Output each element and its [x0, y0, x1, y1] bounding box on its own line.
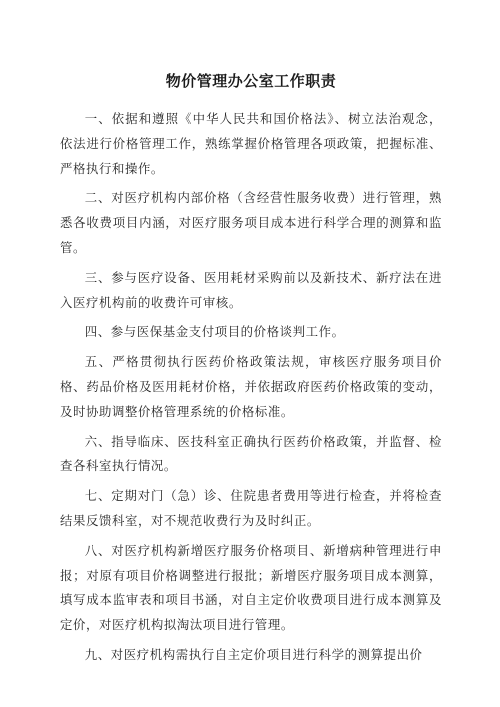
duty-paragraph-6: 六、指导临床、医技科室正确执行医药价格政策，并监督、检查各科室执行情况。 — [60, 433, 442, 474]
document-title: 物价管理办公室工作职责 — [165, 72, 337, 90]
duty-paragraph-3: 三、参与医疗设备、医用耗材采购前以及新技术、新疗法在进入医疗机构前的收费许可审核。 — [60, 269, 442, 310]
duty-paragraph-4: 四、参与医保基金支付项目的价格谈判工作。 — [84, 324, 345, 340]
duty-paragraph-8: 八、对医疗机构新增医疗服务价格项目、新增病种管理进行申报；对原有项目价格调整进行报批；新增医疗服务项目成本测算，填写成本监审表和项目书涵，对自主定价收费项目进行成本测算及定价，对医疗机构拟淘汰项目进行管理。 — [60, 542, 442, 633]
duty-paragraph-1: 一、依据和遵照《中华人民共和国价格法》、树立法治观念，依法进行价格管理工作，熟练掌握价格管理各项政策，把握标准、严格执行和操作。 — [60, 111, 442, 176]
duty-paragraph-7: 七、定期对门（急）诊、住院患者费用等进行检查，并将检查结果反馈科室，对不规范收费行为及时纠正。 — [60, 488, 442, 528]
duty-paragraph-9: 九、对医疗机构需执行自主定价项目进行科学的测算提出价 — [84, 646, 423, 662]
duty-paragraph-5: 五、严格贯彻执行医药价格政策法规，审核医疗服务项目价格、药品价格及医用耗材价格，并依据政府医药价格政策的变动，及时协助调整价格管理系统的价格标准。 — [60, 354, 442, 419]
duty-paragraph-2: 二、对医疗机构内部价格（含经营性服务收费）进行管理，熟悉各收费项目内涵，对医疗服务项目成本进行科学合理的测算和监管。 — [60, 190, 442, 255]
